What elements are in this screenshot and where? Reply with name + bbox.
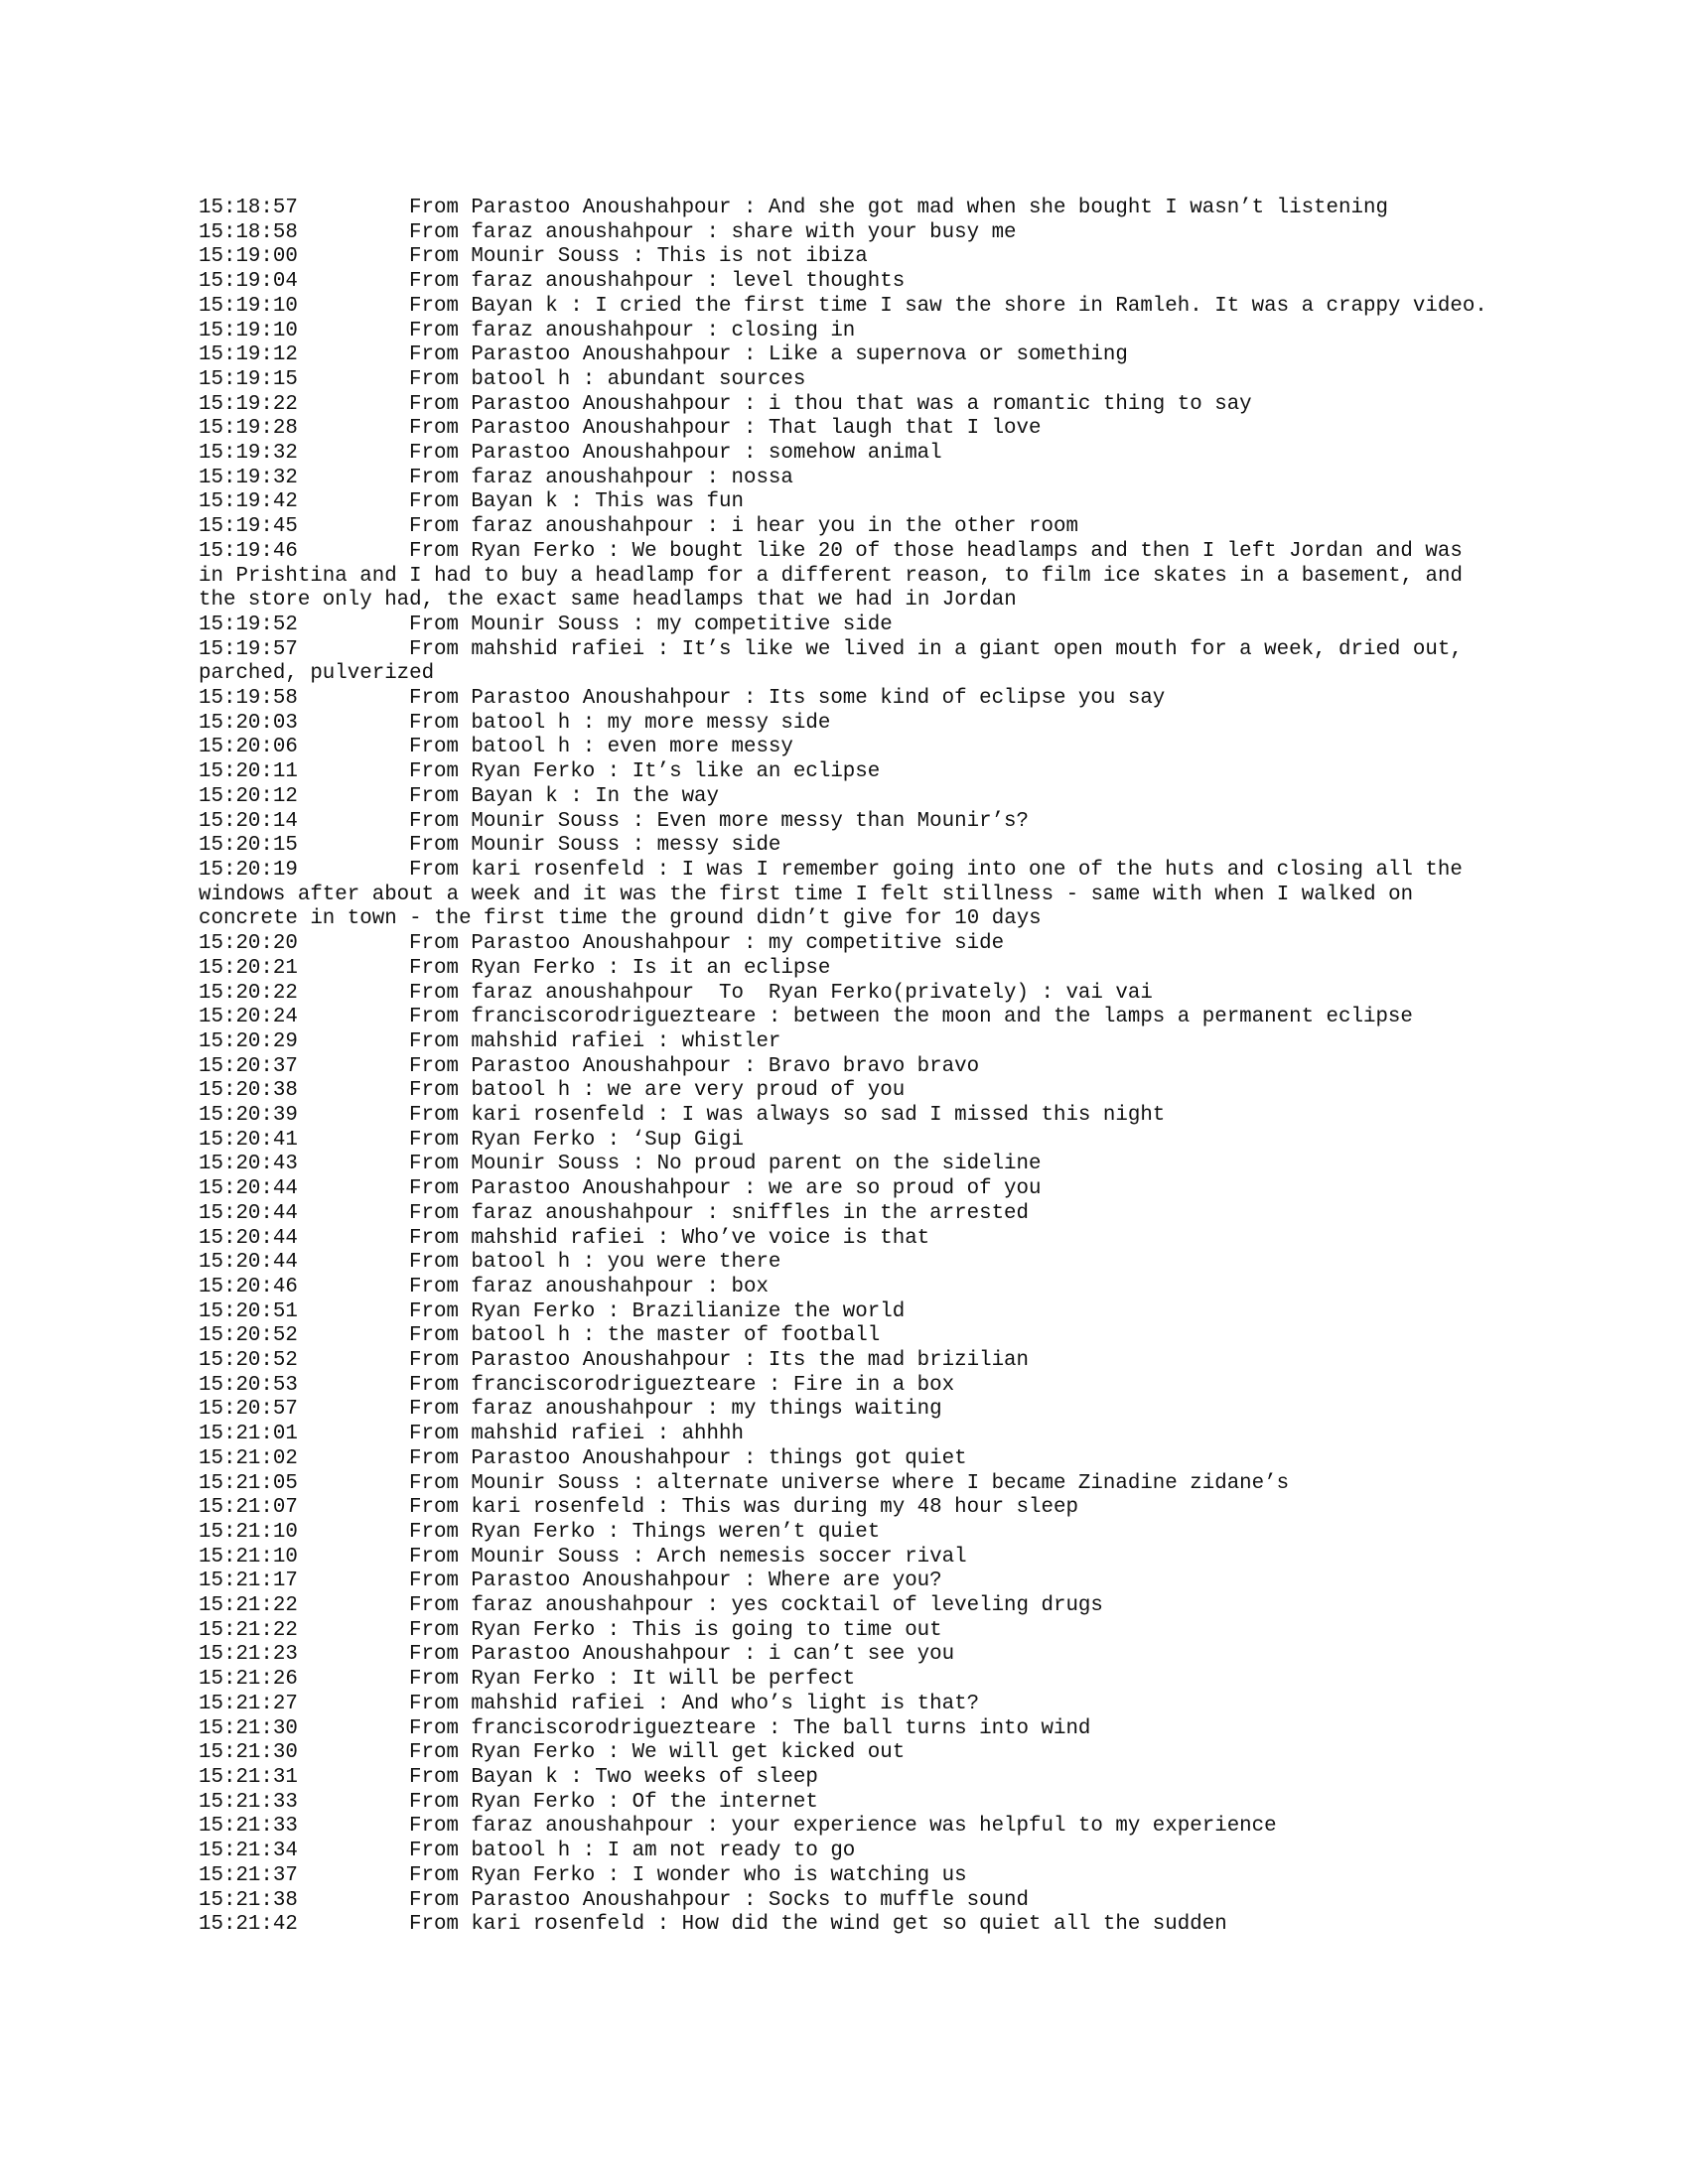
message-text: From franciscorodriguezteare : between the moon and the lamps a permanent eclipse: [409, 1006, 1413, 1029]
message-text: From Mounir Souss : alternate universe where I became Zinadine zidane’s: [409, 1471, 1290, 1495]
timestamp: 15:21:37: [199, 1863, 298, 1887]
message-text: From Parastoo Anoushahpour : Where are you?: [409, 1570, 942, 1593]
chat-entry: [199, 1546, 1489, 1570]
chat-entry: [199, 785, 1489, 810]
chat-entry: [199, 442, 1489, 467]
chat-entry: [199, 1030, 1489, 1055]
message-text: From Ryan Ferko : It will be perfect: [409, 1668, 856, 1692]
timestamp: 15:20:22: [199, 981, 298, 1005]
chat-entry: [199, 712, 1489, 737]
timestamp: 15:20:11: [199, 760, 298, 784]
timestamp: 15:20:06: [199, 736, 298, 759]
timestamp: 15:20:44: [199, 1177, 298, 1201]
timestamp: 15:20:15: [199, 834, 298, 858]
chat-entry: [199, 221, 1489, 246]
chat-entry: [199, 1668, 1489, 1693]
chat-entry: [199, 1840, 1489, 1864]
message-text: From Ryan Ferko : Things weren’t quiet: [409, 1520, 881, 1544]
chat-entry: [199, 1398, 1489, 1423]
timestamp: 15:20:24: [199, 1006, 298, 1029]
chat-entry: [199, 834, 1489, 859]
timestamp: 15:19:58: [199, 687, 298, 711]
chat-entry: [199, 1227, 1489, 1252]
timestamp: 15:19:12: [199, 343, 298, 367]
chat-entry: [199, 343, 1489, 368]
message-text: From Ryan Ferko : We bought like 20 of those headlamps and then I left Jordan and was in Prishtina and I had to buy a headlamp for a different reason, to film ice skates in a basement, and the store only had, the exact same headlamps that we had in Jordan: [199, 539, 1476, 613]
timestamp: 15:19:10: [199, 319, 298, 342]
message-text: From Mounir Souss : This is not ibiza: [409, 245, 868, 269]
chat-entry: [199, 320, 1489, 344]
timestamp: 15:20:14: [199, 809, 298, 833]
timestamp: 15:21:42: [199, 1913, 298, 1937]
timestamp: 15:20:21: [199, 956, 298, 980]
chat-entry: [199, 467, 1489, 491]
timestamp: 15:21:38: [199, 1888, 298, 1912]
message-text: From batool h : my more messy side: [409, 711, 831, 735]
timestamp: 15:19:32: [199, 466, 298, 489]
chat-entry: [199, 1496, 1489, 1521]
chat-entry: [199, 1202, 1489, 1227]
message-text: From Mounir Souss : messy side: [409, 834, 781, 858]
timestamp: 15:18:58: [199, 220, 298, 244]
timestamp: 15:21:34: [199, 1840, 298, 1863]
chat-entry: [199, 1349, 1489, 1374]
timestamp: 15:20:46: [199, 1275, 298, 1298]
chat-entry: [199, 614, 1489, 638]
chat-entry: [199, 1079, 1489, 1104]
timestamp: 15:21:30: [199, 1716, 298, 1740]
timestamp: 15:19:22: [199, 392, 298, 416]
timestamp: 15:20:44: [199, 1226, 298, 1250]
chat-entry: [199, 1104, 1489, 1129]
message-text: From faraz anoushahpour : my things waiting: [409, 1398, 942, 1422]
timestamp: 15:19:32: [199, 442, 298, 466]
chat-entry: [199, 687, 1489, 712]
message-text: From Parastoo Anoushahpour : Bravo bravo bravo: [409, 1054, 980, 1078]
timestamp: 15:20:44: [199, 1201, 298, 1225]
message-text: From Parastoo Anoushahpour : That laugh that I love: [409, 417, 1042, 441]
message-text: From faraz anoushahpour : nossa: [409, 466, 793, 489]
chat-entry: [199, 1177, 1489, 1202]
message-text: From Parastoo Anoushahpour : i can’t see you: [409, 1643, 955, 1667]
timestamp: 15:19:57: [199, 637, 298, 661]
timestamp: 15:20:43: [199, 1153, 298, 1176]
message-text: From Parastoo Anoushahpour : Socks to muffle sound: [409, 1888, 1030, 1912]
message-text: From Parastoo Anoushahpour : things got quiet: [409, 1446, 967, 1470]
message-text: From Parastoo Anoushahpour : Its some kind of eclipse you say: [409, 687, 1166, 711]
chat-entry: [199, 1521, 1489, 1546]
chat-entry: [199, 1423, 1489, 1447]
chat-entry: [199, 1153, 1489, 1177]
chat-entry: [199, 1693, 1489, 1717]
message-text: From mahshid rafiei : Who’ve voice is that: [409, 1226, 930, 1250]
timestamp: 15:20:37: [199, 1054, 298, 1078]
message-text: From Ryan Ferko : Is it an eclipse: [409, 956, 831, 980]
timestamp: 15:20:52: [199, 1349, 298, 1373]
message-text: From batool h : abundant sources: [409, 367, 806, 391]
chat-entry: [199, 1324, 1489, 1349]
timestamp: 15:19:46: [199, 539, 298, 563]
timestamp: 15:21:02: [199, 1446, 298, 1470]
timestamp: 15:21:31: [199, 1766, 298, 1789]
chat-entry: [199, 1447, 1489, 1472]
timestamp: 15:21:26: [199, 1668, 298, 1692]
chat-entry: [199, 638, 1489, 687]
message-text: From faraz anoushahpour : i hear you in the other room: [409, 515, 1078, 539]
message-text: From mahshid rafiei : whistler: [409, 1029, 781, 1053]
timestamp: 15:19:00: [199, 245, 298, 269]
chat-entry: [199, 515, 1489, 540]
message-text: From faraz anoushahpour To Ryan Ferko(privately) : vai vai: [409, 981, 1153, 1005]
chat-entry: [199, 1251, 1489, 1276]
chat-entry: [199, 245, 1489, 270]
timestamp: 15:20:52: [199, 1324, 298, 1348]
chat-entry: [199, 1864, 1489, 1889]
timestamp: 15:21:33: [199, 1815, 298, 1839]
timestamp: 15:20:41: [199, 1128, 298, 1152]
message-text: From faraz anoushahpour : sniffles in the arrested: [409, 1201, 1030, 1225]
message-text: From Ryan Ferko : We will get kicked out: [409, 1741, 906, 1765]
message-text: From kari rosenfeld : How did the wind get so quiet all the sudden: [409, 1913, 1227, 1937]
message-text: From Parastoo Anoushahpour : And she got mad when she bought I wasn’t listening: [409, 197, 1388, 219]
timestamp: 15:21:01: [199, 1423, 298, 1446]
message-text: From Ryan Ferko : Of the internet: [409, 1790, 818, 1814]
chat-entry: [199, 760, 1489, 785]
message-text: From batool h : we are very proud of you: [409, 1079, 906, 1103]
message-text: From Parastoo Anoushahpour : we are so proud of you: [409, 1177, 1042, 1201]
timestamp: 15:20:12: [199, 784, 298, 808]
message-text: From kari rosenfeld : This was during my 48 hour sleep: [409, 1496, 1078, 1520]
timestamp: 15:20:29: [199, 1029, 298, 1053]
timestamp: 15:19:04: [199, 270, 298, 294]
message-text: From kari rosenfeld : I was always so sad I missed this night: [409, 1104, 1166, 1128]
chat-entry: [199, 1006, 1489, 1030]
chat-entry: [199, 1791, 1489, 1816]
timestamp: 15:21:07: [199, 1496, 298, 1520]
message-text: From franciscorodriguezteare : Fire in a box: [409, 1373, 955, 1397]
message-text: From Parastoo Anoushahpour : Its the mad brizilian: [409, 1349, 1030, 1373]
message-text: From Mounir Souss : Arch nemesis soccer rival: [409, 1545, 967, 1569]
message-text: From faraz anoushahpour : your experience was helpful to my experience: [409, 1815, 1277, 1839]
chat-entry: [199, 1889, 1489, 1914]
message-text: From mahshid rafiei : And who’s light is that?: [409, 1692, 980, 1715]
timestamp: 15:21:27: [199, 1692, 298, 1715]
chat-entry: [199, 810, 1489, 835]
timestamp: 15:21:17: [199, 1570, 298, 1593]
timestamp: 15:19:42: [199, 490, 298, 514]
message-text: From Bayan k : This was fun: [409, 490, 744, 514]
timestamp: 15:21:22: [199, 1618, 298, 1642]
timestamp: 15:20:53: [199, 1373, 298, 1397]
timestamp: 15:20:39: [199, 1104, 298, 1128]
chat-entry: [199, 932, 1489, 957]
timestamp: 15:21:05: [199, 1471, 298, 1495]
chat-entry: [199, 1594, 1489, 1619]
message-text: From Mounir Souss : my competitive side: [409, 613, 893, 636]
message-text: From faraz anoushahpour : yes cocktail of leveling drugs: [409, 1594, 1103, 1618]
chat-entry: [199, 1643, 1489, 1668]
chat-entry: [199, 393, 1489, 418]
chat-entry: [199, 368, 1489, 393]
chat-entry: [199, 1472, 1489, 1497]
chat-entry: [199, 1570, 1489, 1594]
timestamp: 15:20:19: [199, 858, 298, 882]
message-text: From mahshid rafiei : It’s like we lived in a giant open mouth for a week, dried out, parched, pulverized: [199, 637, 1476, 686]
chat-entry: [199, 1741, 1489, 1766]
chat-entry: [199, 1717, 1489, 1742]
message-text: From Bayan k : Two weeks of sleep: [409, 1766, 818, 1789]
timestamp: 15:19:15: [199, 367, 298, 391]
message-text: From Ryan Ferko : ‘Sup Gigi: [409, 1128, 744, 1152]
timestamp: 15:18:57: [199, 197, 298, 219]
chat-entry: [199, 859, 1489, 932]
message-text: From Ryan Ferko : It’s like an eclipse: [409, 760, 881, 784]
timestamp: 15:20:44: [199, 1251, 298, 1275]
chat-entry: [199, 1619, 1489, 1644]
chat-entry: [199, 957, 1489, 982]
message-text: From Ryan Ferko : Brazilianize the world: [409, 1299, 906, 1323]
chat-entry: [199, 197, 1489, 221]
timestamp: 15:19:52: [199, 613, 298, 636]
message-text: From faraz anoushahpour : box: [409, 1275, 769, 1298]
chat-transcript: [199, 197, 1489, 1938]
message-text: From Ryan Ferko : This is going to time out: [409, 1618, 942, 1642]
timestamp: 15:21:33: [199, 1790, 298, 1814]
message-text: From faraz anoushahpour : closing in: [409, 319, 856, 342]
chat-entry: [199, 540, 1489, 614]
chat-entry: [199, 1374, 1489, 1399]
timestamp: 15:20:57: [199, 1398, 298, 1422]
message-text: From franciscorodriguezteare : The ball turns into wind: [409, 1716, 1091, 1740]
timestamp: 15:19:45: [199, 515, 298, 539]
message-text: From Mounir Souss : No proud parent on the sideline: [409, 1153, 1042, 1176]
message-text: From batool h : the master of football: [409, 1324, 881, 1348]
message-text: From Parastoo Anoushahpour : somehow animal: [409, 442, 942, 466]
timestamp: 15:19:28: [199, 417, 298, 441]
message-text: From batool h : even more messy: [409, 736, 793, 759]
timestamp: 15:20:20: [199, 932, 298, 956]
message-text: From faraz anoushahpour : share with your busy me: [409, 220, 1017, 244]
chat-entry: [199, 1815, 1489, 1840]
chat-entry: [199, 270, 1489, 295]
message-text: From Parastoo Anoushahpour : my competitive side: [409, 932, 1005, 956]
message-text: From Parastoo Anoushahpour : i thou that was a romantic thing to say: [409, 392, 1252, 416]
chat-entry: [199, 1300, 1489, 1325]
chat-entry: [199, 1276, 1489, 1300]
chat-entry: [199, 490, 1489, 515]
message-text: From batool h : I am not ready to go: [409, 1840, 856, 1863]
timestamp: 15:19:10: [199, 294, 298, 318]
chat-entry: [199, 1055, 1489, 1080]
chat-entry: [199, 1913, 1489, 1938]
chat-entry: [199, 417, 1489, 442]
timestamp: 15:21:10: [199, 1520, 298, 1544]
message-text: From Bayan k : I cried the first time I saw the shore in Ramleh. It was a crappy video.: [409, 294, 1487, 318]
timestamp: 15:21:30: [199, 1741, 298, 1765]
message-text: From Mounir Souss : Even more messy than Mounir’s?: [409, 809, 1030, 833]
chat-entry: [199, 295, 1489, 320]
timestamp: 15:20:03: [199, 711, 298, 735]
timestamp: 15:21:10: [199, 1545, 298, 1569]
chat-entry: [199, 1129, 1489, 1154]
timestamp: 15:21:23: [199, 1643, 298, 1667]
timestamp: 15:20:51: [199, 1299, 298, 1323]
chat-entry: [199, 736, 1489, 760]
message-text: From Parastoo Anoushahpour : Like a supernova or something: [409, 343, 1128, 367]
chat-entry: [199, 982, 1489, 1007]
message-text: From batool h : you were there: [409, 1251, 781, 1275]
message-text: From faraz anoushahpour : level thoughts: [409, 270, 906, 294]
message-text: From kari rosenfeld : I was I remember going into one of the huts and closing all the windows after about a week and it was the first time I felt stillness - same with when I walked on concrete in town - the first time the ground didn’t give for 10 days: [199, 858, 1476, 931]
timestamp: 15:21:22: [199, 1594, 298, 1618]
message-text: From Bayan k : In the way: [409, 784, 720, 808]
message-text: From mahshid rafiei : ahhhh: [409, 1423, 744, 1446]
message-text: From Ryan Ferko : I wonder who is watching us: [409, 1863, 967, 1887]
timestamp: 15:20:38: [199, 1079, 298, 1103]
chat-entry: [199, 1766, 1489, 1791]
